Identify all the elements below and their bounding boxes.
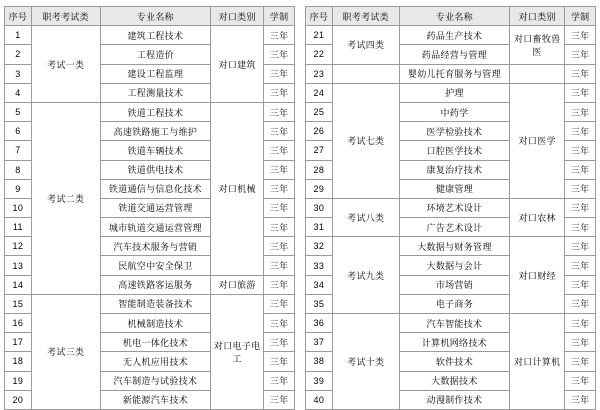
cell-major-name: 药品生产技术: [399, 26, 509, 45]
cell-length: 三年: [264, 390, 295, 409]
cell-major-name: 汽车智能技术: [399, 314, 509, 333]
table-row: [5, 26, 295, 45]
cell-length: 三年: [565, 160, 596, 179]
cell-exam-category: 考试九类: [332, 237, 399, 314]
header-row: [5, 7, 295, 26]
cell-length: 三年: [565, 390, 596, 409]
cell-no: 26: [306, 122, 333, 141]
cell-major-name: 铁道车辆技术: [100, 141, 210, 160]
left-table-header: [5, 7, 295, 26]
cell-no: 20: [5, 390, 32, 409]
cell-no: 1: [5, 26, 32, 45]
header-row: [306, 7, 596, 26]
cell-matching-type: 对口电子电工: [211, 294, 264, 409]
cell-major-name: 机械制造技术: [100, 314, 210, 333]
table-row: [306, 314, 596, 333]
header-major: 专业名称: [399, 7, 509, 26]
header-category: 职考考试类: [332, 7, 399, 26]
cell-no: 35: [306, 294, 333, 313]
table-row: [306, 237, 596, 256]
header-no: 序号: [306, 7, 333, 26]
cell-exam-category: 考试一类: [31, 26, 100, 103]
cell-matching-type: 对口农林: [510, 198, 565, 236]
cell-length: 三年: [565, 122, 596, 141]
cell-no: 19: [5, 371, 32, 390]
cell-major-name: 民航空中安全保卫: [100, 256, 210, 275]
cell-major-name: 无人机应用技术: [100, 352, 210, 371]
cell-length: 三年: [264, 102, 295, 121]
cell-length: 三年: [565, 237, 596, 256]
table-row: [306, 26, 596, 45]
table-row: [306, 83, 596, 102]
cell-major-name: 铁道供电技术: [100, 160, 210, 179]
cell-length: 三年: [264, 64, 295, 83]
cell-exam-category: 考试八类: [332, 198, 399, 236]
cell-no: 23: [306, 64, 333, 83]
cell-major-name: 汽车制造与试验技术: [100, 371, 210, 390]
cell-no: 4: [5, 83, 32, 102]
cell-exam-category: 考试七类: [332, 83, 399, 198]
cell-major-name: 铁道通信与信息化技术: [100, 179, 210, 198]
cell-length: 三年: [565, 275, 596, 294]
cell-length: 三年: [264, 198, 295, 217]
header-category: 职考考试类: [31, 7, 100, 26]
cell-major-name: 高速铁路客运服务: [100, 275, 210, 294]
cell-length: 三年: [264, 26, 295, 45]
cell-matching-type: [510, 64, 565, 83]
cell-no: 34: [306, 275, 333, 294]
cell-major-name: 动漫制作技术: [399, 390, 509, 409]
cell-major-name: 高速铁路施工与维护: [100, 122, 210, 141]
cell-length: 三年: [264, 314, 295, 333]
cell-major-name: 环境艺术设计: [399, 198, 509, 217]
cell-no: 24: [306, 83, 333, 102]
cell-major-name: 建筑工程技术: [100, 26, 210, 45]
cell-no: 9: [5, 179, 32, 198]
cell-length: 三年: [264, 237, 295, 256]
cell-major-name: 大数据技术: [399, 371, 509, 390]
right-major-table: [305, 6, 596, 410]
cell-length: 三年: [264, 333, 295, 352]
cell-length: 三年: [264, 352, 295, 371]
cell-length: 三年: [264, 45, 295, 64]
cell-no: 21: [306, 26, 333, 45]
cell-length: 三年: [565, 333, 596, 352]
cell-length: 三年: [565, 141, 596, 160]
cell-no: 8: [5, 160, 32, 179]
cell-length: 三年: [264, 275, 295, 294]
cell-major-name: 口腔医学技术: [399, 141, 509, 160]
cell-exam-category: [332, 64, 399, 83]
cell-no: 28: [306, 160, 333, 179]
cell-length: 三年: [264, 294, 295, 313]
cell-major-name: 护理: [399, 83, 509, 102]
right-table-header: [306, 7, 596, 26]
cell-no: 2: [5, 45, 32, 64]
cell-no: 37: [306, 333, 333, 352]
cell-major-name: 铁道交通运营管理: [100, 198, 210, 217]
cell-no: 15: [5, 294, 32, 313]
cell-major-name: 计算机网络技术: [399, 333, 509, 352]
cell-major-name: 工程造价: [100, 45, 210, 64]
cell-no: 38: [306, 352, 333, 371]
cell-length: 三年: [565, 198, 596, 217]
table-row: [5, 294, 295, 313]
cell-length: 三年: [565, 45, 596, 64]
cell-major-name: 汽车技术服务与营销: [100, 237, 210, 256]
cell-length: 三年: [264, 256, 295, 275]
cell-no: 12: [5, 237, 32, 256]
cell-major-name: 建设工程监理: [100, 64, 210, 83]
header-type: 对口类别: [510, 7, 565, 26]
cell-length: 三年: [565, 83, 596, 102]
cell-no: 32: [306, 237, 333, 256]
cell-matching-type: 对口旅游: [211, 275, 264, 294]
cell-length: 三年: [565, 256, 596, 275]
cell-no: 27: [306, 141, 333, 160]
cell-exam-category: 考试三类: [31, 294, 100, 409]
table-row: [5, 102, 295, 121]
cell-length: 三年: [565, 371, 596, 390]
cell-matching-type: 对口医学: [510, 83, 565, 198]
cell-no: 17: [5, 333, 32, 352]
cell-length: 三年: [264, 141, 295, 160]
cell-matching-type: 对口机械: [211, 102, 264, 275]
cell-no: 10: [5, 198, 32, 217]
cell-no: 7: [5, 141, 32, 160]
cell-no: 6: [5, 122, 32, 141]
cell-length: 三年: [264, 218, 295, 237]
cell-length: 三年: [565, 218, 596, 237]
cell-major-name: 软件技术: [399, 352, 509, 371]
header-major: 专业名称: [100, 7, 210, 26]
cell-major-name: 健康管理: [399, 179, 509, 198]
cell-major-name: 机电一体化技术: [100, 333, 210, 352]
cell-length: 三年: [264, 83, 295, 102]
cell-major-name: 市场营销: [399, 275, 509, 294]
cell-no: 18: [5, 352, 32, 371]
cell-matching-type: 对口建筑: [211, 26, 264, 103]
cell-length: 三年: [565, 294, 596, 313]
cell-no: 25: [306, 102, 333, 121]
cell-no: 5: [5, 102, 32, 121]
cell-major-name: 医学检验技术: [399, 122, 509, 141]
cell-no: 30: [306, 198, 333, 217]
cell-major-name: 新能源汽车技术: [100, 390, 210, 409]
header-length: 学制: [565, 7, 596, 26]
cell-major-name: 康复治疗技术: [399, 160, 509, 179]
cell-length: 三年: [264, 160, 295, 179]
cell-major-name: 中药学: [399, 102, 509, 121]
cell-no: 29: [306, 179, 333, 198]
cell-no: 22: [306, 45, 333, 64]
cell-exam-category: 考试四类: [332, 26, 399, 64]
cell-major-name: 智能制造装备技术: [100, 294, 210, 313]
cell-exam-category: 考试二类: [31, 102, 100, 294]
header-length: 学制: [264, 7, 295, 26]
header-no: 序号: [5, 7, 32, 26]
cell-length: 三年: [264, 371, 295, 390]
cell-major-name: 城市轨道交通运营管理: [100, 218, 210, 237]
cell-major-name: 大数据与会计: [399, 256, 509, 275]
cell-major-name: 婴幼儿托育服务与管理: [399, 64, 509, 83]
cell-no: 36: [306, 314, 333, 333]
cell-no: 40: [306, 390, 333, 409]
header-type: 对口类别: [211, 7, 264, 26]
cell-no: 13: [5, 256, 32, 275]
cell-matching-type: 对口计算机: [510, 314, 565, 410]
cell-no: 33: [306, 256, 333, 275]
cell-major-name: 药品经营与管理: [399, 45, 509, 64]
table-row: [306, 198, 596, 217]
cell-length: 三年: [565, 26, 596, 45]
left-table-body: [5, 26, 295, 410]
cell-length: 三年: [565, 352, 596, 371]
cell-length: 三年: [264, 122, 295, 141]
cell-matching-type: 对口财经: [510, 237, 565, 314]
cell-length: 三年: [264, 179, 295, 198]
cell-length: 三年: [565, 314, 596, 333]
cell-major-name: 工程测量技术: [100, 83, 210, 102]
left-major-table: [4, 6, 295, 410]
cell-exam-category: 考试十类: [332, 314, 399, 410]
cell-length: 三年: [565, 179, 596, 198]
cell-no: 31: [306, 218, 333, 237]
cell-matching-type: 对口畜牧兽医: [510, 26, 565, 64]
cell-length: 三年: [565, 64, 596, 83]
cell-no: 11: [5, 218, 32, 237]
cell-major-name: 铁道工程技术: [100, 102, 210, 121]
cell-length: 三年: [565, 102, 596, 121]
cell-no: 3: [5, 64, 32, 83]
cell-major-name: 大数据与财务管理: [399, 237, 509, 256]
cell-no: 14: [5, 275, 32, 294]
cell-no: 16: [5, 314, 32, 333]
table-row: [306, 64, 596, 83]
cell-major-name: 广告艺术设计: [399, 218, 509, 237]
cell-no: 39: [306, 371, 333, 390]
right-table-body: [306, 26, 596, 410]
cell-major-name: 电子商务: [399, 294, 509, 313]
